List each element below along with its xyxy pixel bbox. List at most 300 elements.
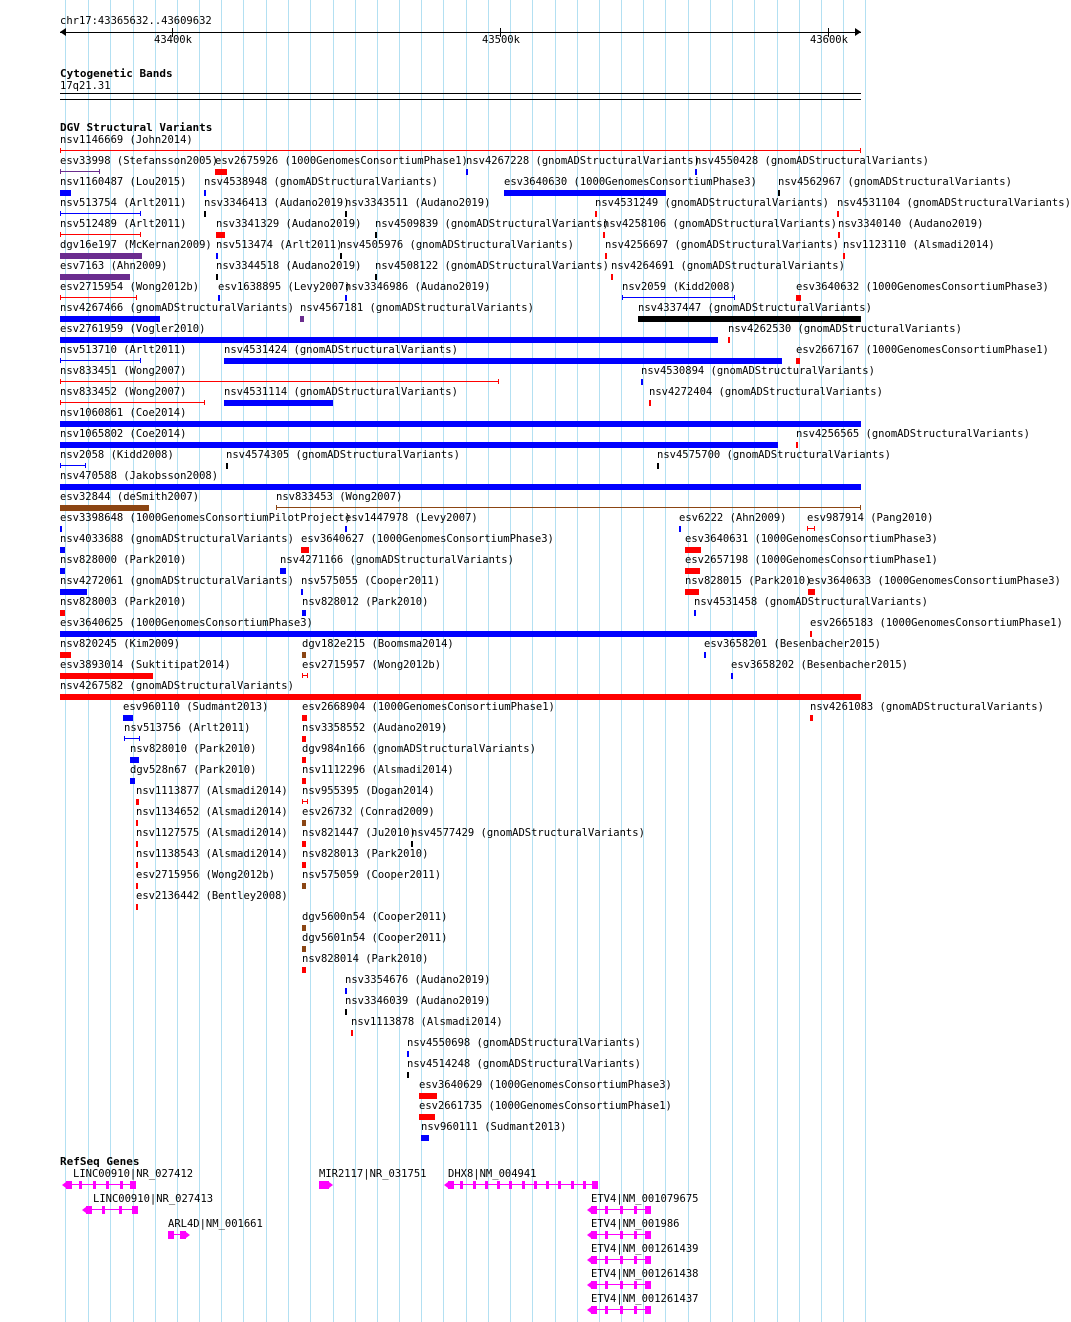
gene-exon xyxy=(106,1181,109,1189)
variant-label[interactable]: dgv5600n54 (Cooper2011) xyxy=(302,911,448,923)
variant-bar[interactable] xyxy=(302,610,306,616)
variant-bar[interactable] xyxy=(60,652,71,658)
variant-label[interactable]: nsv4264691 (gnomADStructuralVariants) xyxy=(611,260,845,272)
variant-bar[interactable] xyxy=(301,547,309,553)
variant-label[interactable]: nsv4531114 (gnomADStructuralVariants) xyxy=(224,386,458,398)
variant-bar[interactable] xyxy=(685,547,701,553)
strand-left-arrow-icon xyxy=(587,1257,591,1263)
variant-bar[interactable] xyxy=(60,337,718,343)
variant-bar[interactable] xyxy=(407,1051,409,1057)
variant-bar[interactable] xyxy=(622,297,735,298)
gene-exon xyxy=(645,1281,651,1289)
gene-exon xyxy=(534,1181,537,1189)
gene-exon xyxy=(591,1256,597,1264)
variant-bar[interactable] xyxy=(302,801,308,802)
variant-bar[interactable] xyxy=(345,1009,347,1015)
variant-label[interactable]: nsv3346039 (Audano2019) xyxy=(345,995,491,1007)
ruler-right-arrow-icon xyxy=(855,28,861,36)
variant-bar[interactable] xyxy=(731,673,733,679)
variant-bar[interactable] xyxy=(375,232,377,238)
variant-label[interactable]: nsv828003 (Park2010) xyxy=(60,596,187,608)
variant-label[interactable]: nsv4577429 (gnomADStructuralVariants) xyxy=(411,827,645,839)
variant-bar[interactable] xyxy=(807,528,815,529)
gene-label[interactable]: LINC00910|NR_027413 xyxy=(93,1193,214,1205)
gene-exon xyxy=(634,1231,637,1239)
variant-label[interactable]: esv7163 (Ahn2009) xyxy=(60,260,168,272)
variant-bar[interactable] xyxy=(838,232,840,238)
strand-left-arrow-icon xyxy=(587,1282,591,1288)
variant-label[interactable]: nsv3358552 (Audano2019) xyxy=(302,722,448,734)
gene-exon xyxy=(605,1206,608,1214)
variant-bar[interactable] xyxy=(843,253,845,259)
variant-bar[interactable] xyxy=(466,169,468,175)
gene-exon xyxy=(634,1206,637,1214)
variant-bar[interactable] xyxy=(685,589,699,595)
variant-label[interactable]: nsv4531458 (gnomADStructuralVariants) xyxy=(694,596,928,608)
variant-bar[interactable] xyxy=(60,631,757,637)
variant-bar[interactable] xyxy=(796,442,798,448)
variant-label[interactable]: esv3658201 (Besenbacher2015) xyxy=(704,638,882,650)
variant-bar[interactable] xyxy=(60,421,861,427)
variant-bar[interactable] xyxy=(60,694,861,700)
variant-label[interactable]: nsv1138543 (Alsmadi2014) xyxy=(136,848,288,860)
variant-label[interactable]: nsv575055 (Cooper2011) xyxy=(301,575,441,587)
variant-label[interactable]: nsv4262530 (gnomADStructuralVariants) xyxy=(728,323,962,335)
variant-label[interactable]: nsv4261083 (gnomADStructuralVariants) xyxy=(810,701,1044,713)
gene-exon xyxy=(497,1181,500,1189)
variant-label[interactable]: esv32844 (deSmith2007) xyxy=(60,491,200,503)
variant-bar[interactable] xyxy=(136,799,139,805)
variant-label[interactable]: esv2661735 (1000GenomesConsortiumPhase1) xyxy=(419,1100,672,1112)
variant-bar[interactable] xyxy=(60,213,141,214)
variant-bar[interactable] xyxy=(649,400,651,406)
variant-label[interactable]: nsv833453 (Wong2007) xyxy=(276,491,403,503)
variant-label[interactable]: nsv2058 (Kidd2008) xyxy=(60,449,174,461)
variant-label[interactable]: esv3640633 (1000GenomesConsortiumPhase3) xyxy=(808,575,1061,587)
variant-label[interactable]: nsv4531249 (gnomADStructuralVariants) xyxy=(595,197,829,209)
variant-bar[interactable] xyxy=(302,883,306,889)
gene-exon xyxy=(119,1206,122,1214)
variant-label[interactable]: nsv1113878 (Alsmadi2014) xyxy=(351,1016,503,1028)
variant-label[interactable]: nsv1160487 (Lou2015) xyxy=(60,176,187,188)
variant-label[interactable]: nsv513474 (Arlt2011) xyxy=(216,239,343,251)
variant-bar[interactable] xyxy=(504,190,666,196)
variant-label[interactable]: nsv4256697 (gnomADStructuralVariants) xyxy=(605,239,839,251)
gene-exon xyxy=(605,1306,608,1314)
variant-label[interactable]: nsv828013 (Park2010) xyxy=(302,848,429,860)
variant-bar[interactable] xyxy=(280,568,286,574)
variant-bar[interactable] xyxy=(345,295,347,301)
variant-bar[interactable] xyxy=(695,169,697,175)
variant-bar[interactable] xyxy=(60,234,141,235)
variant-bar[interactable] xyxy=(694,610,696,616)
variant-label[interactable]: nsv820245 (Kim2009) xyxy=(60,638,181,650)
variant-bar[interactable] xyxy=(136,904,138,910)
variant-label[interactable]: dgv5601n54 (Cooper2011) xyxy=(302,932,448,944)
gene-exon xyxy=(102,1206,105,1214)
variant-bar[interactable] xyxy=(605,253,607,259)
variant-label[interactable]: nsv821447 (Ju2010) xyxy=(302,827,416,839)
variant-bar[interactable] xyxy=(302,736,306,742)
variant-label[interactable]: esv2657198 (1000GenomesConsortiumPhase1) xyxy=(685,554,938,566)
variant-label[interactable]: esv33998 (Stefansson2005) xyxy=(60,155,219,167)
variant-bar[interactable] xyxy=(302,778,306,784)
variant-label[interactable]: nsv3354676 (Audano2019) xyxy=(345,974,491,986)
variant-label[interactable]: nsv512489 (Arlt2011) xyxy=(60,218,187,230)
variant-bar[interactable] xyxy=(351,1030,353,1036)
variant-bar[interactable] xyxy=(685,568,700,574)
variant-bar[interactable] xyxy=(60,465,86,466)
strand-left-arrow-icon xyxy=(587,1207,591,1213)
variant-label[interactable]: esv2761959 (Vogler2010) xyxy=(60,323,206,335)
variant-bar[interactable] xyxy=(808,589,815,595)
variant-bar[interactable] xyxy=(60,402,205,403)
variant-label[interactable]: nsv960111 (Sudmant2013) xyxy=(421,1121,567,1133)
variant-label[interactable]: nsv1065802 (Coe2014) xyxy=(60,428,187,440)
strand-left-arrow-icon xyxy=(587,1307,591,1313)
gene-exon xyxy=(571,1181,574,1189)
cytoband-label[interactable]: 17q21.31 xyxy=(60,80,111,92)
variant-label[interactable]: esv3640627 (1000GenomesConsortiumPhase3) xyxy=(301,533,554,545)
variant-bar[interactable] xyxy=(124,738,140,739)
variant-bar[interactable] xyxy=(60,150,861,151)
variant-label[interactable]: nsv575059 (Cooper2011) xyxy=(302,869,442,881)
variant-label[interactable]: esv6222 (Ahn2009) xyxy=(679,512,787,524)
variant-label[interactable]: esv3640631 (1000GenomesConsortiumPhase3) xyxy=(685,533,938,545)
gene-label[interactable]: MIR2117|NR_031751 xyxy=(319,1168,427,1180)
ruler-tick-label: 43600k xyxy=(810,34,848,46)
variant-label[interactable]: esv2715957 (Wong2012b) xyxy=(302,659,442,671)
gene-exon xyxy=(645,1231,651,1239)
variant-bar[interactable] xyxy=(224,358,782,364)
variant-bar[interactable] xyxy=(136,841,138,847)
gene-exon xyxy=(591,1231,597,1239)
strand-right-arrow-icon xyxy=(329,1182,333,1188)
variant-label[interactable]: nsv4272404 (gnomADStructuralVariants) xyxy=(649,386,883,398)
variant-label[interactable]: esv2667167 (1000GenomesConsortiumPhase1) xyxy=(796,344,1049,356)
variant-bar[interactable] xyxy=(302,841,306,847)
strand-left-arrow-icon xyxy=(587,1232,591,1238)
variant-bar[interactable] xyxy=(60,360,141,361)
gene-label[interactable]: ETV4|NM_001261437 xyxy=(591,1293,699,1305)
gene-label[interactable]: DHX8|NM_004941 xyxy=(448,1168,537,1180)
variant-bar[interactable] xyxy=(796,295,801,301)
variant-label[interactable]: nsv955395 (Dogan2014) xyxy=(302,785,435,797)
variant-label[interactable]: esv3658202 (Besenbacher2015) xyxy=(731,659,909,671)
variant-bar[interactable] xyxy=(302,715,307,721)
variant-label[interactable]: nsv4575700 (gnomADStructuralVariants) xyxy=(657,449,891,461)
gene-exon xyxy=(645,1206,651,1214)
gene-exon xyxy=(591,1281,597,1289)
variant-bar[interactable] xyxy=(204,190,206,196)
gene-exon xyxy=(634,1281,637,1289)
variant-label[interactable]: nsv4508122 (gnomADStructuralVariants) xyxy=(375,260,609,272)
variant-label[interactable]: nsv1127575 (Alsmadi2014) xyxy=(136,827,288,839)
variant-label[interactable]: esv2665183 (1000GenomesConsortiumPhase1) xyxy=(810,617,1063,629)
variant-bar[interactable] xyxy=(60,589,87,595)
gene-label[interactable]: ETV4|NM_001261438 xyxy=(591,1268,699,1280)
gene-exon xyxy=(591,1306,597,1314)
variant-bar[interactable] xyxy=(60,253,142,259)
variant-bar[interactable] xyxy=(60,274,130,280)
variant-label[interactable]: esv987914 (Pang2010) xyxy=(807,512,934,524)
variant-label[interactable]: nsv1060861 (Coe2014) xyxy=(60,407,187,419)
variant-label[interactable]: nsv3344518 (Audano2019) xyxy=(216,260,362,272)
variant-bar[interactable] xyxy=(302,925,306,931)
variant-bar[interactable] xyxy=(136,883,138,889)
variant-label[interactable]: nsv4271166 (gnomADStructuralVariants) xyxy=(280,554,514,566)
variant-bar[interactable] xyxy=(60,316,160,322)
variant-bar[interactable] xyxy=(345,526,347,532)
variant-label[interactable]: dgv984n166 (gnomADStructuralVariants) xyxy=(302,743,536,755)
variant-label[interactable]: esv3893014 (Suktitipat2014) xyxy=(60,659,231,671)
variant-label[interactable]: nsv513756 (Arlt2011) xyxy=(124,722,251,734)
variant-bar[interactable] xyxy=(810,715,813,721)
variant-label[interactable]: nsv4538948 (gnomADStructuralVariants) xyxy=(204,176,438,188)
variant-bar[interactable] xyxy=(60,673,153,679)
variant-label[interactable]: dgv528n67 (Park2010) xyxy=(130,764,257,776)
variant-bar[interactable] xyxy=(419,1093,437,1099)
variant-label[interactable]: esv2715956 (Wong2012b) xyxy=(136,869,276,881)
variant-bar[interactable] xyxy=(60,505,149,511)
variant-label[interactable]: nsv4531104 (gnomADStructuralVariants) xyxy=(837,197,1071,209)
gene-exon xyxy=(605,1281,608,1289)
variant-bar[interactable] xyxy=(638,316,861,322)
variant-label[interactable]: nsv4256565 (gnomADStructuralVariants) xyxy=(796,428,1030,440)
ruler-tick-label: 43400k xyxy=(154,34,192,46)
variant-label[interactable]: nsv4509839 (gnomADStructuralVariants) xyxy=(375,218,609,230)
variant-bar[interactable] xyxy=(302,967,306,973)
gene-exon xyxy=(620,1306,623,1314)
variant-bar[interactable] xyxy=(603,232,605,238)
variant-bar[interactable] xyxy=(641,379,643,385)
variant-bar[interactable] xyxy=(301,589,303,595)
gene-label[interactable]: ARL4D|NM_001661 xyxy=(168,1218,263,1230)
gene-label[interactable]: LINC00910|NR_027412 xyxy=(73,1168,194,1180)
gene-exon xyxy=(168,1231,174,1239)
variant-bar[interactable] xyxy=(215,169,227,175)
gene-exon xyxy=(473,1181,476,1189)
variant-bar[interactable] xyxy=(810,631,812,637)
variant-bar[interactable] xyxy=(704,652,706,658)
variant-bar[interactable] xyxy=(216,274,218,280)
gene-label[interactable]: ETV4|NM_001079675 xyxy=(591,1193,699,1205)
gene-exon xyxy=(620,1281,623,1289)
gene-exon xyxy=(645,1306,651,1314)
variant-label[interactable]: dgv16e197 (McKernan2009) xyxy=(60,239,212,251)
variant-label[interactable]: nsv3341329 (Audano2019) xyxy=(216,218,362,230)
variant-label[interactable]: nsv3346413 (Audano2019) xyxy=(204,197,350,209)
variant-bar[interactable] xyxy=(778,190,780,196)
variant-label[interactable]: nsv1134652 (Alsmadi2014) xyxy=(136,806,288,818)
variant-label[interactable]: esv3398648 (1000GenomesConsortiumPilotProject) xyxy=(60,512,351,524)
variant-bar[interactable] xyxy=(60,484,861,490)
variant-label[interactable]: nsv4272061 (gnomADStructuralVariants) xyxy=(60,575,294,587)
variant-label[interactable]: nsv3346986 (Audano2019) xyxy=(345,281,491,293)
variant-bar[interactable] xyxy=(60,190,71,196)
variant-bar[interactable] xyxy=(60,381,499,382)
variant-bar[interactable] xyxy=(204,211,206,217)
variant-bar[interactable] xyxy=(302,820,306,826)
variant-bar[interactable] xyxy=(60,547,65,553)
variant-label[interactable]: dgv182e215 (Boomsma2014) xyxy=(302,638,454,650)
variant-bar[interactable] xyxy=(419,1114,435,1120)
variant-label[interactable]: nsv513710 (Arlt2011) xyxy=(60,344,187,356)
variant-bar[interactable] xyxy=(300,316,304,322)
gene-exon xyxy=(132,1206,138,1214)
variant-label[interactable]: nsv4267466 (gnomADStructuralVariants) xyxy=(60,302,294,314)
variant-bar[interactable] xyxy=(595,211,597,217)
gene-exon xyxy=(86,1206,92,1214)
gene-exon xyxy=(634,1256,637,1264)
variant-label[interactable]: nsv1123110 (Alsmadi2014) xyxy=(843,239,995,251)
variant-label[interactable]: nsv4033688 (gnomADStructuralVariants) xyxy=(60,533,294,545)
variant-label[interactable]: nsv1146669 (John2014) xyxy=(60,134,193,146)
variant-label[interactable]: nsv4514248 (gnomADStructuralVariants) xyxy=(407,1058,641,1070)
variant-bar[interactable] xyxy=(837,211,839,217)
variant-label[interactable]: esv26732 (Conrad2009) xyxy=(302,806,435,818)
variant-bar[interactable] xyxy=(218,295,220,301)
dgv-track-title[interactable]: DGV Structural Variants xyxy=(60,121,213,134)
variant-bar[interactable] xyxy=(679,526,681,532)
variant-bar[interactable] xyxy=(276,507,861,508)
gene-exon xyxy=(130,1181,136,1189)
ruler-line xyxy=(60,32,861,33)
gene-intron-line[interactable] xyxy=(66,1184,136,1185)
variant-label[interactable]: nsv513754 (Arlt2011) xyxy=(60,197,187,209)
variant-label[interactable]: esv2668904 (1000GenomesConsortiumPhase1) xyxy=(302,701,555,713)
variant-bar[interactable] xyxy=(60,568,65,574)
variant-bar[interactable] xyxy=(136,820,138,826)
variant-label[interactable]: nsv4258106 (gnomADStructuralVariants) xyxy=(603,218,837,230)
variant-bar[interactable] xyxy=(728,337,730,343)
variant-label[interactable]: esv1638895 (Levy2007) xyxy=(218,281,351,293)
variant-label[interactable]: nsv833451 (Wong2007) xyxy=(60,365,187,377)
variant-bar[interactable] xyxy=(60,442,778,448)
variant-bar[interactable] xyxy=(60,171,100,172)
variant-label[interactable]: nsv4567181 (gnomADStructuralVariants) xyxy=(300,302,534,314)
variant-label[interactable]: nsv833452 (Wong2007) xyxy=(60,386,187,398)
variant-label[interactable]: nsv4574305 (gnomADStructuralVariants) xyxy=(226,449,460,461)
strand-left-arrow-icon xyxy=(62,1182,66,1188)
variant-bar[interactable] xyxy=(340,253,342,259)
variant-label[interactable]: esv2136442 (Bentley2008) xyxy=(136,890,288,902)
variant-label[interactable]: nsv3340140 (Audano2019) xyxy=(838,218,984,230)
variant-bar[interactable] xyxy=(60,526,62,532)
variant-bar[interactable] xyxy=(302,862,306,868)
variant-label[interactable]: nsv4267228 (gnomADStructuralVariants) xyxy=(466,155,700,167)
ruler-tick-label: 43500k xyxy=(482,34,520,46)
variant-label[interactable]: esv2675926 (1000GenomesConsortiumPhase1) xyxy=(215,155,468,167)
variant-bar[interactable] xyxy=(421,1135,429,1141)
variant-label[interactable]: nsv3343511 (Audano2019) xyxy=(345,197,491,209)
variant-label[interactable]: esv3640632 (1000GenomesConsortiumPhase3) xyxy=(796,281,1049,293)
cytoband-track-title[interactable]: Cytogenetic Bands xyxy=(60,67,173,80)
coordinate-label: chr17:43365632..43609632 xyxy=(60,15,212,27)
gene-exon xyxy=(460,1181,463,1189)
variant-bar[interactable] xyxy=(224,400,333,406)
variant-bar[interactable] xyxy=(345,211,347,217)
gene-exon xyxy=(634,1306,637,1314)
strand-right-arrow-icon xyxy=(186,1232,190,1238)
variant-bar[interactable] xyxy=(302,675,308,676)
variant-label[interactable]: nsv828014 (Park2010) xyxy=(302,953,429,965)
variant-bar[interactable] xyxy=(657,463,659,469)
gene-label[interactable]: ETV4|NM_001986 xyxy=(591,1218,680,1230)
variant-label[interactable]: nsv828000 (Park2010) xyxy=(60,554,187,566)
variant-label[interactable]: nsv470588 (Jakobsson2008) xyxy=(60,470,219,482)
variant-label[interactable]: nsv4562967 (gnomADStructuralVariants) xyxy=(778,176,1012,188)
gene-intron-line[interactable] xyxy=(86,1209,138,1210)
variant-label[interactable]: nsv1112296 (Alsmadi2014) xyxy=(302,764,454,776)
variant-label[interactable]: esv3640629 (1000GenomesConsortiumPhase3) xyxy=(419,1079,672,1091)
variant-label[interactable]: nsv4550428 (gnomADStructuralVariants) xyxy=(695,155,929,167)
variant-bar[interactable] xyxy=(216,253,218,259)
variant-bar[interactable] xyxy=(60,297,137,298)
variant-label[interactable]: nsv4531424 (gnomADStructuralVariants) xyxy=(224,344,458,356)
variant-bar[interactable] xyxy=(796,358,800,364)
variant-label[interactable]: nsv4267582 (gnomADStructuralVariants) xyxy=(60,680,294,692)
variant-label[interactable]: nsv4530894 (gnomADStructuralVariants) xyxy=(641,365,875,377)
variant-bar[interactable] xyxy=(226,463,228,469)
gene-exon xyxy=(591,1206,597,1214)
variant-label[interactable]: nsv828010 (Park2010) xyxy=(130,743,257,755)
variant-bar[interactable] xyxy=(611,274,613,280)
variant-bar[interactable] xyxy=(123,715,133,721)
variant-bar[interactable] xyxy=(375,274,377,280)
variant-label[interactable]: esv1447978 (Levy2007) xyxy=(345,512,478,524)
variant-label[interactable]: nsv2059 (Kidd2008) xyxy=(622,281,736,293)
gene-exon xyxy=(509,1181,512,1189)
gene-exon xyxy=(448,1181,454,1189)
variant-label[interactable]: nsv4550698 (gnomADStructuralVariants) xyxy=(407,1037,641,1049)
variant-bar[interactable] xyxy=(302,946,306,952)
variant-bar[interactable] xyxy=(130,778,135,784)
strand-left-arrow-icon xyxy=(82,1207,86,1213)
gene-exon xyxy=(120,1181,123,1189)
gene-label[interactable]: ETV4|NM_001261439 xyxy=(591,1243,699,1255)
variant-bar[interactable] xyxy=(302,757,306,763)
variant-bar[interactable] xyxy=(136,862,138,868)
variant-bar[interactable] xyxy=(302,652,306,658)
variant-label[interactable]: esv3640630 (1000GenomesConsortiumPhase3) xyxy=(504,176,757,188)
variant-label[interactable]: esv3640625 (1000GenomesConsortiumPhase3) xyxy=(60,617,313,629)
strand-left-arrow-icon xyxy=(444,1182,448,1188)
variant-bar[interactable] xyxy=(411,841,413,847)
variant-label[interactable]: nsv1113877 (Alsmadi2014) xyxy=(136,785,288,797)
gene-exon xyxy=(93,1181,96,1189)
gene-exon xyxy=(522,1181,525,1189)
variant-label[interactable]: esv960110 (Sudmant2013) xyxy=(123,701,269,713)
variant-label[interactable]: nsv828012 (Park2010) xyxy=(302,596,429,608)
variant-bar[interactable] xyxy=(216,232,225,238)
variant-bar[interactable] xyxy=(407,1072,409,1078)
variant-label[interactable]: esv2715954 (Wong2012b) xyxy=(60,281,200,293)
gene-exon xyxy=(605,1256,608,1264)
gene-exon xyxy=(546,1181,549,1189)
gene-exon xyxy=(620,1206,623,1214)
variant-label[interactable]: nsv828015 (Park2010) xyxy=(685,575,812,587)
gene-exon xyxy=(583,1181,586,1189)
variant-bar[interactable] xyxy=(130,757,139,763)
refseq-track-title[interactable]: RefSeq Genes xyxy=(60,1155,140,1168)
variant-bar[interactable] xyxy=(345,988,347,994)
variant-bar[interactable] xyxy=(60,610,65,616)
variant-label[interactable]: nsv4337447 (gnomADStructuralVariants) xyxy=(638,302,872,314)
ruler-left-arrow-icon xyxy=(60,28,66,36)
gene-exon xyxy=(592,1181,598,1189)
variant-label[interactable]: nsv4505976 (gnomADStructuralVariants) xyxy=(340,239,574,251)
